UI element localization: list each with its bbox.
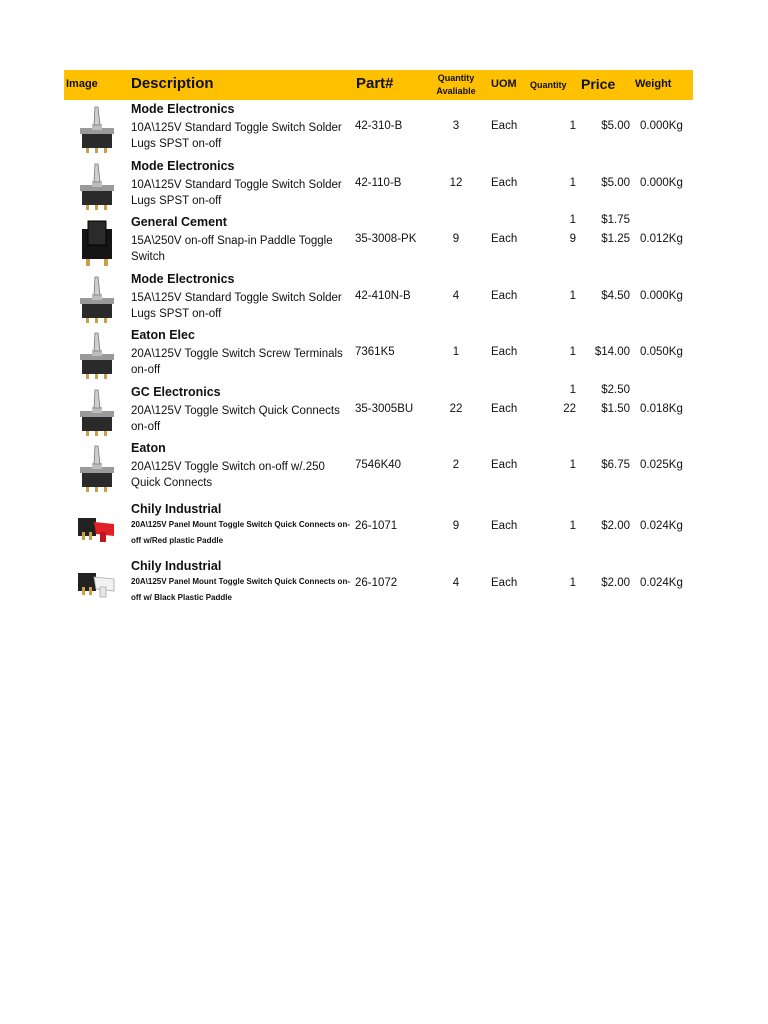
row-part-number: 26-1072 — [355, 577, 398, 589]
row-price — [580, 459, 630, 478]
row-uom: Each — [491, 120, 518, 132]
row-quantity — [534, 214, 576, 252]
row-price-value: $5.00 — [601, 120, 630, 132]
row-weight: 0.000Kg — [640, 177, 683, 189]
row-quantity-value: 22 — [563, 403, 576, 415]
row-uom: Each — [491, 346, 518, 358]
table-row — [64, 270, 693, 327]
row-price-value: $1.50 — [601, 403, 630, 415]
row-uom: Each — [491, 459, 518, 471]
row-price — [580, 520, 630, 539]
row-quantity-available: 9 — [452, 520, 460, 532]
row-brand: Eaton — [131, 441, 166, 455]
row-quantity-value: 1 — [569, 290, 576, 302]
table-row — [64, 213, 693, 270]
row-uom: Each — [491, 290, 518, 302]
row-quantity-value: 1 — [569, 520, 576, 532]
row-quantity-available: 4 — [452, 577, 460, 589]
toggle-switch-icon — [74, 443, 120, 493]
row-quantity-available: 9 — [452, 233, 460, 245]
row-part-number: 42-310-B — [355, 120, 403, 132]
row-uom: Each — [491, 577, 518, 589]
table-row — [64, 326, 693, 383]
header-quantity-available: Quantity Avaliable — [436, 73, 476, 96]
row-part-number: 7546K40 — [355, 459, 402, 471]
row-weight: 0.024Kg — [640, 577, 683, 589]
row-brand: Chily Industrial — [131, 559, 222, 573]
row-uom: Each — [491, 520, 518, 532]
row-weight: 0.000Kg — [640, 290, 683, 302]
row-quantity — [534, 120, 576, 139]
row-brand: Mode Electronics — [131, 272, 235, 286]
table-row — [64, 439, 693, 496]
row-price-value: $1.25 — [601, 233, 630, 245]
header-price: Price — [581, 76, 616, 92]
row-quantity-available: 22 — [449, 403, 463, 415]
header-weight: Weight — [635, 78, 672, 90]
toggle-switch-icon — [74, 387, 120, 437]
row-part-number: 42-410N-B — [355, 290, 411, 302]
header-image: Image — [66, 78, 98, 90]
row-price — [580, 290, 630, 309]
row-description: 15A\250V on-off Snap-in Paddle Toggle Switch — [131, 235, 333, 263]
row-price — [580, 120, 630, 139]
row-price — [580, 177, 630, 196]
row-price-value: $2.50 — [601, 384, 630, 396]
row-quantity-available: 2 — [452, 459, 460, 471]
row-weight: 0.024Kg — [640, 520, 683, 532]
row-brand: Eaton Elec — [131, 328, 195, 342]
header-uom: UOM — [491, 78, 517, 90]
header-part: Part# — [356, 75, 394, 92]
table-row — [64, 383, 693, 440]
row-price-value: $2.00 — [601, 577, 630, 589]
row-price — [580, 346, 630, 365]
toggle-switch-icon — [74, 104, 120, 154]
row-description: 10A\125V Standard Toggle Switch Solder Lugs SPST on-off — [131, 122, 342, 150]
row-quantity-value: 1 — [569, 120, 576, 132]
row-brand: Chily Industrial — [131, 502, 222, 516]
header-description: Description — [131, 75, 214, 92]
row-description: 20A\125V Toggle Switch Quick Connects on-off — [131, 405, 340, 433]
row-quantity-value: 1 — [569, 177, 576, 189]
row-weight: 0.050Kg — [640, 346, 683, 358]
row-quantity — [534, 177, 576, 196]
row-quantity-available: 12 — [449, 177, 463, 189]
row-description: 20A\125V Toggle Switch on-off w/.250 Quick Connects — [131, 461, 325, 489]
row-part-number: 26-1071 — [355, 520, 398, 532]
header-quantity: Quantity — [530, 80, 567, 90]
row-quantity — [534, 346, 576, 365]
row-price-value: $14.00 — [594, 346, 630, 358]
row-brand: Mode Electronics — [131, 159, 235, 173]
toggle-switch-icon — [74, 161, 120, 211]
table-row — [64, 100, 693, 157]
row-quantity-available: 4 — [452, 290, 460, 302]
row-description: 20A\125V Toggle Switch Screw Terminals on-off — [131, 348, 343, 376]
row-quantity-value: 1 — [569, 459, 576, 471]
row-price — [580, 384, 630, 422]
row-price-value: $6.75 — [601, 459, 630, 471]
row-quantity-available: 3 — [452, 120, 460, 132]
row-quantity-value: 1 — [569, 214, 576, 226]
row-brand: General Cement — [131, 215, 227, 229]
row-description: 10A\125V Standard Toggle Switch Solder Lugs SPST on-off — [131, 179, 342, 207]
paddle-switch-icon — [74, 217, 120, 267]
row-quantity — [534, 290, 576, 309]
row-uom: Each — [491, 403, 518, 415]
table-header — [64, 70, 693, 100]
row-part-number: 7361K5 — [355, 346, 395, 358]
row-part-number: 42-110-B — [355, 177, 402, 189]
row-quantity-value: 1 — [569, 346, 576, 358]
white-paddle-switch-icon — [74, 561, 120, 611]
row-weight: 0.012Kg — [640, 233, 683, 245]
row-part-number: 35-3005BU — [355, 403, 414, 415]
row-price-value: $5.00 — [601, 177, 630, 189]
row-brand: GC Electronics — [131, 385, 221, 399]
row-description: 20A\125V Panel Mount Toggle Switch Quick Connects on-off w/ Black Plastic Paddle — [131, 577, 350, 602]
row-quantity — [534, 384, 576, 422]
row-quantity-value: 1 — [569, 577, 576, 589]
toggle-switch-icon — [74, 330, 120, 380]
row-weight: 0.025Kg — [640, 459, 683, 471]
row-price — [580, 577, 630, 596]
row-quantity-available: 1 — [452, 346, 460, 358]
row-brand: Mode Electronics — [131, 102, 235, 116]
row-price-value: $4.50 — [601, 290, 630, 302]
row-weight: 0.000Kg — [640, 120, 683, 132]
row-description: 20A\125V Panel Mount Toggle Switch Quick Connects on-off w/Red plastic Paddle — [131, 520, 350, 545]
row-price-value: $2.00 — [601, 520, 630, 532]
row-part-number: 35-3008-PK — [355, 233, 417, 245]
row-quantity — [534, 459, 576, 478]
row-weight: 0.018Kg — [640, 403, 683, 415]
row-quantity — [534, 577, 576, 596]
row-quantity-value: 1 — [569, 384, 576, 396]
row-uom: Each — [491, 177, 518, 189]
row-quantity — [534, 520, 576, 539]
row-quantity-value: 9 — [569, 233, 576, 245]
table-row — [64, 157, 693, 214]
row-description: 15A\125V Standard Toggle Switch Solder Lugs SPST on-off — [131, 292, 342, 320]
row-uom: Each — [491, 233, 518, 245]
red-paddle-switch-icon — [74, 504, 120, 554]
row-price — [580, 214, 630, 252]
table-row — [64, 500, 693, 557]
row-price-value: $1.75 — [601, 214, 630, 226]
table-row — [64, 557, 693, 614]
toggle-switch-icon — [74, 274, 120, 324]
